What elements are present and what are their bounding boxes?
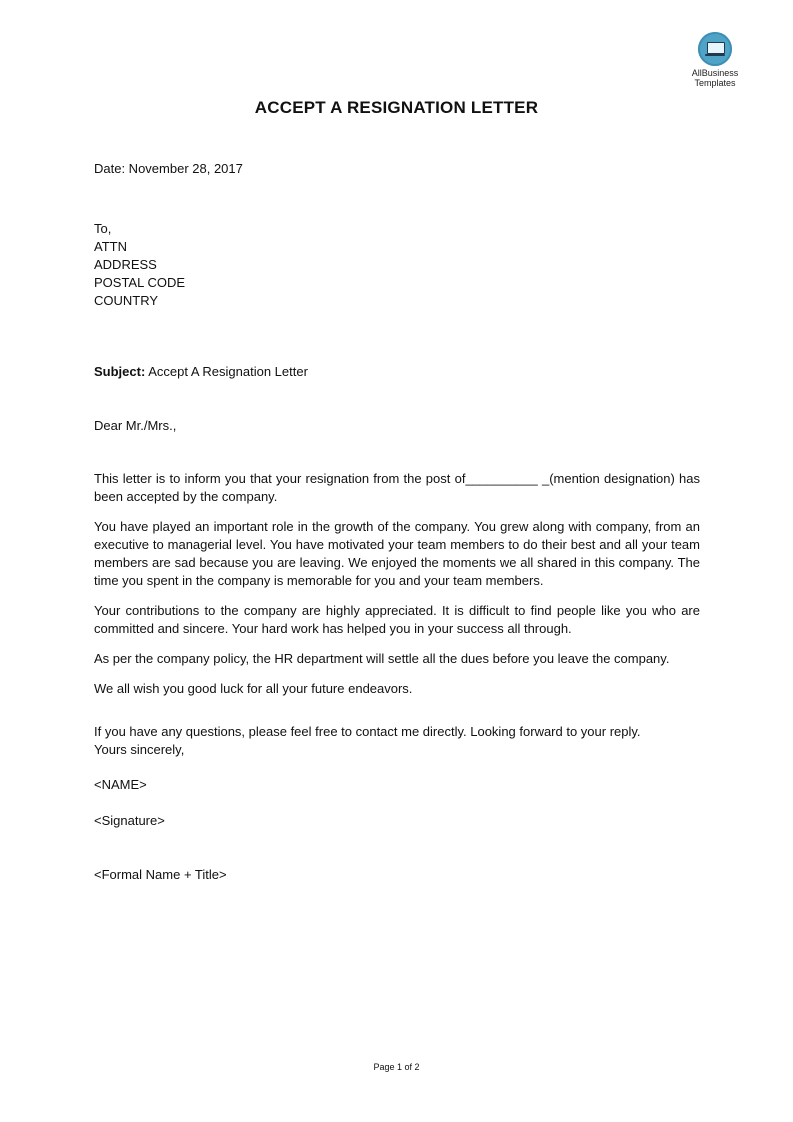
subject-line	[94, 363, 700, 381]
letter-body	[94, 470, 700, 710]
body-paragraph: This letter is to inform you that your resignation from the post of__________ _(mention designation) has been accepted by the company.	[94, 471, 700, 504]
address-line: ADDRESS	[94, 257, 157, 272]
subject-label: Subject:	[94, 364, 146, 379]
address-to: To,	[94, 221, 112, 236]
closing	[94, 723, 700, 759]
body-paragraph: You have played an important role in the growth of the company. You grew along with company, from an executive to managerial level. You have motivated your team members to do their best and all your team members are sad because you are leaving. We enjoyed the moments we all shared in this company. The time you spent in the company is memorable for you and your team members.	[94, 519, 700, 588]
address-postal-code: POSTAL CODE	[94, 275, 186, 290]
body-paragraph: As per the company policy, the HR department will settle all the dues before you leave the company.	[94, 651, 670, 666]
name-placeholder: <NAME>	[94, 777, 147, 792]
recipient-address	[94, 220, 700, 310]
body-paragraph: We all wish you good luck for all your future endeavors.	[94, 681, 413, 696]
laptop-icon	[698, 32, 732, 66]
page-number: Page 1 of 2	[373, 1062, 420, 1072]
address-country: COUNTRY	[94, 293, 159, 308]
signature-placeholder: <Signature>	[94, 813, 165, 828]
body-paragraph: Your contributions to the company are highly appreciated. It is difficult to find people like you who are committed and sincere. Your hard work has helped you in your success all through.	[94, 603, 700, 636]
formal-name-placeholder: <Formal Name + Title>	[94, 867, 227, 882]
allbusiness-logo	[680, 32, 750, 88]
address-attn: ATTN	[94, 239, 127, 254]
logo-line-2: Templates	[694, 78, 736, 88]
subject-text: Accept A Resignation Letter	[148, 364, 308, 379]
logo-text	[680, 68, 750, 88]
document-title: ACCEPT A RESIGNATION LETTER	[254, 98, 539, 117]
salutation: Dear Mr./Mrs.,	[94, 418, 177, 433]
closing-valediction: Yours sincerely,	[94, 742, 185, 757]
closing-line: If you have any questions, please feel free to contact me directly. Looking forward to your reply.	[94, 724, 641, 739]
letter-date: Date: November 28, 2017	[94, 161, 243, 176]
logo-line-1: AllBusiness	[691, 68, 739, 78]
